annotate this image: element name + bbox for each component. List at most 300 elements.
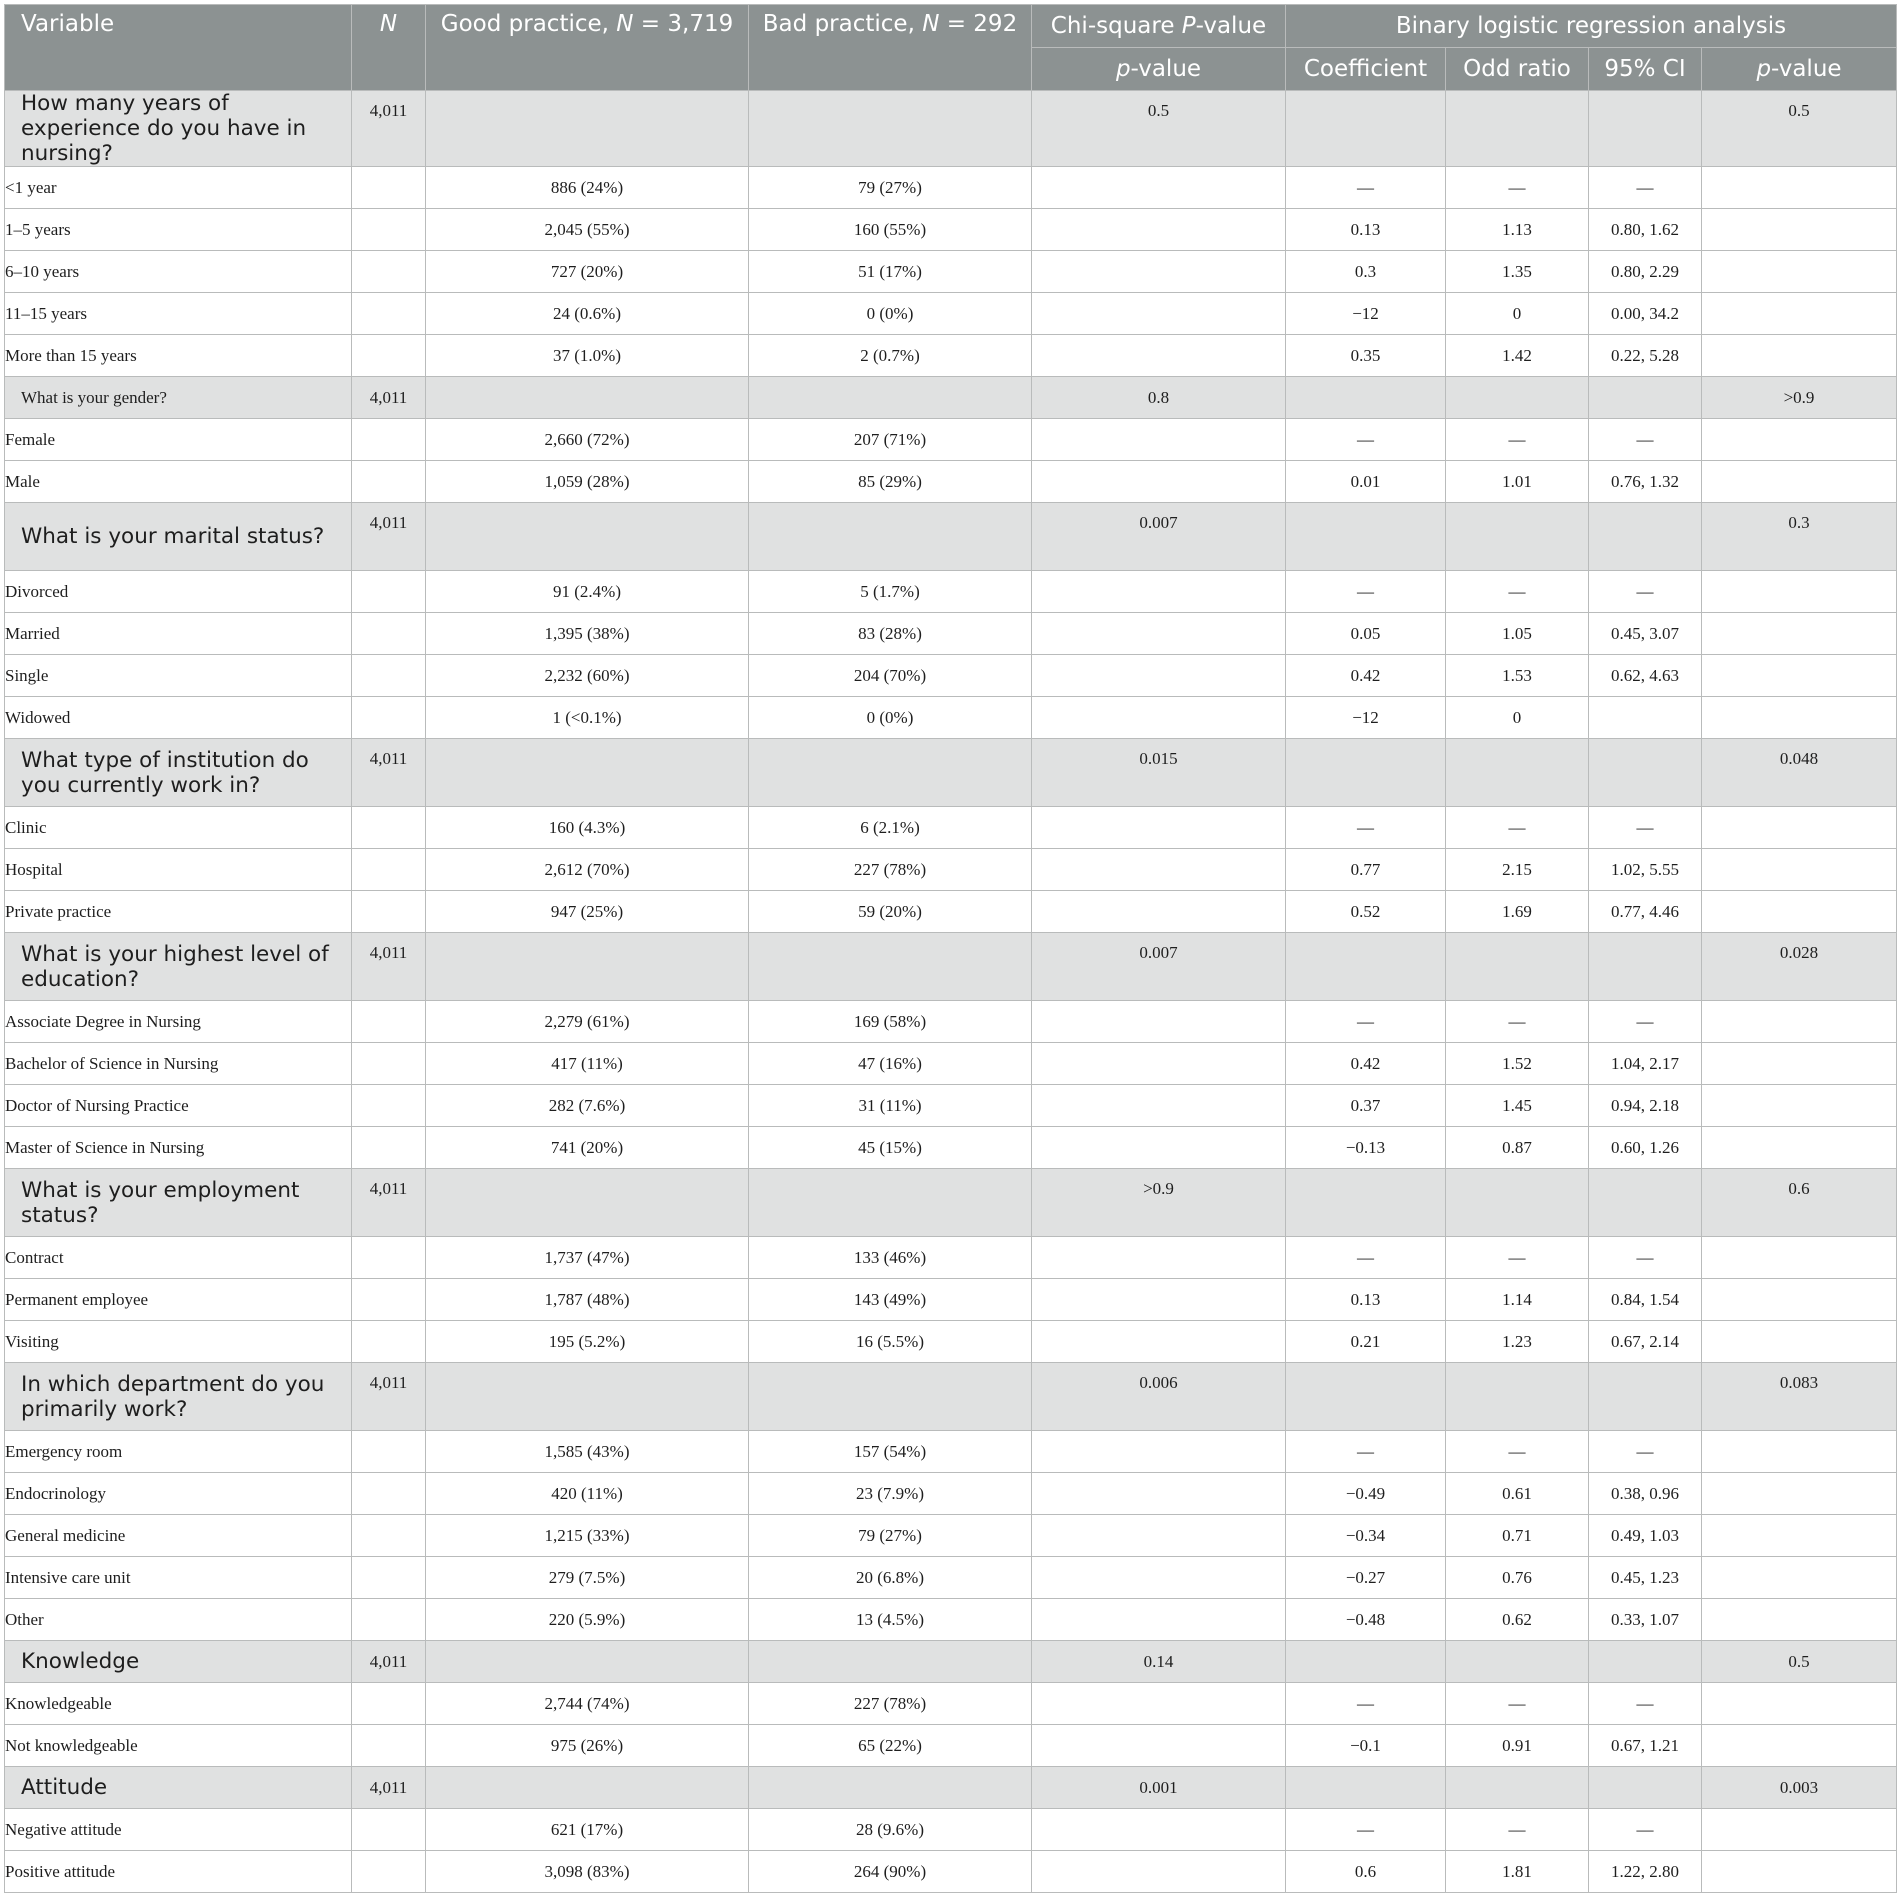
row-odd-ratio: 0.91 — [1446, 1725, 1589, 1767]
group-odd-ratio — [1446, 91, 1589, 167]
row-n — [352, 209, 426, 251]
row-label: Associate Degree in Nursing — [5, 1001, 352, 1043]
row-odd-ratio: — — [1446, 1809, 1589, 1851]
group-ci — [1589, 933, 1702, 1001]
row-n — [352, 849, 426, 891]
row-ci — [1589, 697, 1702, 739]
table-row — [5, 1043, 1897, 1085]
row-chi-p-value — [1032, 1085, 1286, 1127]
row-regression-p-value — [1702, 807, 1897, 849]
row-good-practice: 91 (2.4%) — [426, 571, 749, 613]
row-odd-ratio: 1.42 — [1446, 335, 1589, 377]
group-good — [426, 933, 749, 1001]
table-row — [5, 1431, 1897, 1473]
row-regression-p-value — [1702, 1473, 1897, 1515]
group-good — [426, 377, 749, 419]
row-regression-p-value — [1702, 1725, 1897, 1767]
group-regression-p-value: >0.9 — [1702, 377, 1897, 419]
row-label: Contract — [5, 1237, 352, 1279]
table-row — [5, 1515, 1897, 1557]
group-bad — [749, 1169, 1032, 1237]
row-chi-p-value — [1032, 1809, 1286, 1851]
group-n: 4,011 — [352, 1641, 426, 1683]
row-odd-ratio: 1.14 — [1446, 1279, 1589, 1321]
row-label: Female — [5, 419, 352, 461]
row-coefficient: — — [1286, 807, 1446, 849]
group-label: Knowledge — [5, 1641, 352, 1683]
row-good-practice: 417 (11%) — [426, 1043, 749, 1085]
row-ci: 0.84, 1.54 — [1589, 1279, 1702, 1321]
row-coefficient: 0.35 — [1286, 335, 1446, 377]
row-coefficient: 0.52 — [1286, 891, 1446, 933]
row-bad-practice: 59 (20%) — [749, 891, 1032, 933]
row-odd-ratio: 0.62 — [1446, 1599, 1589, 1641]
row-odd-ratio: — — [1446, 167, 1589, 209]
group-coefficient — [1286, 1363, 1446, 1431]
row-regression-p-value — [1702, 419, 1897, 461]
row-n — [352, 1683, 426, 1725]
group-bad — [749, 377, 1032, 419]
row-bad-practice: 51 (17%) — [749, 251, 1032, 293]
row-coefficient: 0.05 — [1286, 613, 1446, 655]
row-n — [352, 1473, 426, 1515]
row-ci: 0.45, 3.07 — [1589, 613, 1702, 655]
header-binary-logistic-regression: Binary logistic regression analysis — [1286, 5, 1897, 48]
row-n — [352, 1599, 426, 1641]
row-coefficient: — — [1286, 1809, 1446, 1851]
group-regression-p-value: 0.6 — [1702, 1169, 1897, 1237]
row-label: Negative attitude — [5, 1809, 352, 1851]
row-ci: 1.02, 5.55 — [1589, 849, 1702, 891]
group-bad — [749, 1363, 1032, 1431]
table-row — [5, 1725, 1897, 1767]
row-chi-p-value — [1032, 1725, 1286, 1767]
row-bad-practice: 227 (78%) — [749, 1683, 1032, 1725]
group-good — [426, 503, 749, 571]
row-n — [352, 1043, 426, 1085]
row-n — [352, 697, 426, 739]
row-odd-ratio: 1.69 — [1446, 891, 1589, 933]
group-regression-p-value: 0.5 — [1702, 91, 1897, 167]
row-ci: 0.38, 0.96 — [1589, 1473, 1702, 1515]
row-label: Doctor of Nursing Practice — [5, 1085, 352, 1127]
row-bad-practice: 16 (5.5%) — [749, 1321, 1032, 1363]
row-ci: — — [1589, 571, 1702, 613]
row-n — [352, 1431, 426, 1473]
row-regression-p-value — [1702, 1279, 1897, 1321]
row-regression-p-value — [1702, 461, 1897, 503]
group-n: 4,011 — [352, 1363, 426, 1431]
row-n — [352, 1725, 426, 1767]
row-regression-p-value — [1702, 891, 1897, 933]
group-chi-p-value: 0.007 — [1032, 503, 1286, 571]
row-ci: 0.76, 1.32 — [1589, 461, 1702, 503]
row-odd-ratio: — — [1446, 1001, 1589, 1043]
row-coefficient: 0.3 — [1286, 251, 1446, 293]
row-regression-p-value — [1702, 1683, 1897, 1725]
row-regression-p-value — [1702, 1557, 1897, 1599]
group-bad — [749, 1767, 1032, 1809]
group-ci — [1589, 739, 1702, 807]
group-odd-ratio — [1446, 1641, 1589, 1683]
group-n: 4,011 — [352, 739, 426, 807]
row-ci: 0.22, 5.28 — [1589, 335, 1702, 377]
row-odd-ratio: 1.13 — [1446, 209, 1589, 251]
row-coefficient: −0.49 — [1286, 1473, 1446, 1515]
row-n — [352, 1127, 426, 1169]
row-chi-p-value — [1032, 1279, 1286, 1321]
row-n — [352, 167, 426, 209]
row-bad-practice: 227 (78%) — [749, 849, 1032, 891]
row-coefficient: — — [1286, 1001, 1446, 1043]
row-label: Knowledgeable — [5, 1683, 352, 1725]
row-bad-practice: 28 (9.6%) — [749, 1809, 1032, 1851]
row-bad-practice: 133 (46%) — [749, 1237, 1032, 1279]
row-bad-practice: 2 (0.7%) — [749, 335, 1032, 377]
row-chi-p-value — [1032, 613, 1286, 655]
group-n: 4,011 — [352, 1169, 426, 1237]
table-row — [5, 1279, 1897, 1321]
table-row — [5, 335, 1897, 377]
row-n — [352, 1279, 426, 1321]
row-regression-p-value — [1702, 1127, 1897, 1169]
header-good-practice: Good practice, N = 3,719 — [426, 5, 749, 91]
row-odd-ratio: 1.52 — [1446, 1043, 1589, 1085]
group-coefficient — [1286, 1169, 1446, 1237]
header-regression-p-value: p-value — [1702, 48, 1897, 91]
header-chi-square: Chi-square P-value — [1032, 5, 1286, 48]
row-ci: — — [1589, 1683, 1702, 1725]
group-coefficient — [1286, 739, 1446, 807]
group-bad — [749, 739, 1032, 807]
group-ci — [1589, 1363, 1702, 1431]
row-bad-practice: 264 (90%) — [749, 1851, 1032, 1893]
row-good-practice: 37 (1.0%) — [426, 335, 749, 377]
row-odd-ratio: — — [1446, 571, 1589, 613]
row-n — [352, 251, 426, 293]
group-good — [426, 739, 749, 807]
group-row — [5, 503, 1897, 571]
group-regression-p-value: 0.028 — [1702, 933, 1897, 1001]
row-regression-p-value — [1702, 1809, 1897, 1851]
group-odd-ratio — [1446, 933, 1589, 1001]
row-coefficient: 0.13 — [1286, 209, 1446, 251]
row-n — [352, 335, 426, 377]
header-95-ci: 95% CI — [1589, 48, 1702, 91]
row-bad-practice: 169 (58%) — [749, 1001, 1032, 1043]
group-good — [426, 1767, 749, 1809]
group-label: How many years of experience do you have in nursing? — [5, 91, 352, 167]
group-n: 4,011 — [352, 91, 426, 167]
row-bad-practice: 160 (55%) — [749, 209, 1032, 251]
group-ci — [1589, 377, 1702, 419]
row-regression-p-value — [1702, 571, 1897, 613]
row-good-practice: 279 (7.5%) — [426, 1557, 749, 1599]
row-chi-p-value — [1032, 1237, 1286, 1279]
row-ci: 0.60, 1.26 — [1589, 1127, 1702, 1169]
row-chi-p-value — [1032, 1127, 1286, 1169]
group-coefficient — [1286, 1641, 1446, 1683]
row-ci: 0.67, 2.14 — [1589, 1321, 1702, 1363]
row-regression-p-value — [1702, 697, 1897, 739]
row-regression-p-value — [1702, 655, 1897, 697]
row-ci: 0.67, 1.21 — [1589, 1725, 1702, 1767]
group-chi-p-value: 0.006 — [1032, 1363, 1286, 1431]
table-row — [5, 1599, 1897, 1641]
row-good-practice: 727 (20%) — [426, 251, 749, 293]
row-bad-practice: 6 (2.1%) — [749, 807, 1032, 849]
row-coefficient: −12 — [1286, 697, 1446, 739]
row-label: Divorced — [5, 571, 352, 613]
row-ci: 0.33, 1.07 — [1589, 1599, 1702, 1641]
group-odd-ratio — [1446, 503, 1589, 571]
row-good-practice: 2,045 (55%) — [426, 209, 749, 251]
row-ci: 0.49, 1.03 — [1589, 1515, 1702, 1557]
row-good-practice: 1,059 (28%) — [426, 461, 749, 503]
row-regression-p-value — [1702, 1001, 1897, 1043]
table-row — [5, 293, 1897, 335]
table-row — [5, 849, 1897, 891]
group-coefficient — [1286, 503, 1446, 571]
row-odd-ratio: 1.45 — [1446, 1085, 1589, 1127]
header-odd-ratio: Odd ratio — [1446, 48, 1589, 91]
group-good — [426, 91, 749, 167]
row-n — [352, 1557, 426, 1599]
row-label: Intensive care unit — [5, 1557, 352, 1599]
row-ci: 0.80, 2.29 — [1589, 251, 1702, 293]
row-bad-practice: 13 (4.5%) — [749, 1599, 1032, 1641]
table-header — [5, 5, 1897, 91]
group-n: 4,011 — [352, 377, 426, 419]
row-ci: — — [1589, 807, 1702, 849]
row-bad-practice: 79 (27%) — [749, 167, 1032, 209]
table-row — [5, 251, 1897, 293]
row-label: Permanent employee — [5, 1279, 352, 1321]
row-good-practice: 1,787 (48%) — [426, 1279, 749, 1321]
row-odd-ratio: 1.05 — [1446, 613, 1589, 655]
row-good-practice: 195 (5.2%) — [426, 1321, 749, 1363]
group-bad — [749, 933, 1032, 1001]
row-regression-p-value — [1702, 251, 1897, 293]
row-label: Not knowledgeable — [5, 1725, 352, 1767]
table-row — [5, 1683, 1897, 1725]
row-n — [352, 1085, 426, 1127]
row-odd-ratio: 0.87 — [1446, 1127, 1589, 1169]
row-regression-p-value — [1702, 1851, 1897, 1893]
table-row — [5, 655, 1897, 697]
group-chi-p-value: 0.8 — [1032, 377, 1286, 419]
row-coefficient: −0.1 — [1286, 1725, 1446, 1767]
row-chi-p-value — [1032, 209, 1286, 251]
table-row — [5, 697, 1897, 739]
row-coefficient: −12 — [1286, 293, 1446, 335]
row-ci: — — [1589, 1237, 1702, 1279]
group-odd-ratio — [1446, 1363, 1589, 1431]
group-regression-p-value: 0.003 — [1702, 1767, 1897, 1809]
row-good-practice: 1,585 (43%) — [426, 1431, 749, 1473]
table-row — [5, 613, 1897, 655]
table-row — [5, 571, 1897, 613]
row-ci: 0.80, 1.62 — [1589, 209, 1702, 251]
row-bad-practice: 0 (0%) — [749, 697, 1032, 739]
group-chi-p-value: 0.001 — [1032, 1767, 1286, 1809]
header-variable: Variable — [5, 5, 352, 91]
table-row — [5, 1237, 1897, 1279]
group-label: What is your marital status? — [5, 503, 352, 571]
group-regression-p-value: 0.3 — [1702, 503, 1897, 571]
group-label: What type of institution do you currently work in? — [5, 739, 352, 807]
row-regression-p-value — [1702, 167, 1897, 209]
row-chi-p-value — [1032, 419, 1286, 461]
group-regression-p-value: 0.048 — [1702, 739, 1897, 807]
row-coefficient: −0.27 — [1286, 1557, 1446, 1599]
row-chi-p-value — [1032, 293, 1286, 335]
table-row — [5, 891, 1897, 933]
group-row — [5, 1641, 1897, 1683]
group-label: What is your gender? — [5, 377, 352, 419]
row-coefficient: — — [1286, 1683, 1446, 1725]
group-chi-p-value: 0.007 — [1032, 933, 1286, 1001]
header-bad-practice: Bad practice, N = 292 — [749, 5, 1032, 91]
group-row — [5, 1169, 1897, 1237]
row-good-practice: 1,215 (33%) — [426, 1515, 749, 1557]
row-chi-p-value — [1032, 1557, 1286, 1599]
row-coefficient: — — [1286, 1431, 1446, 1473]
row-bad-practice: 157 (54%) — [749, 1431, 1032, 1473]
row-chi-p-value — [1032, 1473, 1286, 1515]
row-label: Widowed — [5, 697, 352, 739]
group-n: 4,011 — [352, 933, 426, 1001]
row-label: Hospital — [5, 849, 352, 891]
row-bad-practice: 143 (49%) — [749, 1279, 1032, 1321]
row-label: Married — [5, 613, 352, 655]
row-bad-practice: 5 (1.7%) — [749, 571, 1032, 613]
row-regression-p-value — [1702, 335, 1897, 377]
table-row — [5, 1321, 1897, 1363]
row-regression-p-value — [1702, 1237, 1897, 1279]
row-label: Positive attitude — [5, 1851, 352, 1893]
row-label: 11–15 years — [5, 293, 352, 335]
row-coefficient: 0.21 — [1286, 1321, 1446, 1363]
row-coefficient: 0.13 — [1286, 1279, 1446, 1321]
row-good-practice: 741 (20%) — [426, 1127, 749, 1169]
group-n: 4,011 — [352, 1767, 426, 1809]
table-row — [5, 807, 1897, 849]
row-regression-p-value — [1702, 1431, 1897, 1473]
row-bad-practice: 20 (6.8%) — [749, 1557, 1032, 1599]
row-odd-ratio: 0.76 — [1446, 1557, 1589, 1599]
row-ci: 0.00, 34.2 — [1589, 293, 1702, 335]
row-coefficient: 0.01 — [1286, 461, 1446, 503]
table-row — [5, 419, 1897, 461]
row-odd-ratio: — — [1446, 419, 1589, 461]
row-good-practice: 2,612 (70%) — [426, 849, 749, 891]
group-row — [5, 377, 1897, 419]
row-chi-p-value — [1032, 1321, 1286, 1363]
row-label: Visiting — [5, 1321, 352, 1363]
table-body — [5, 91, 1897, 1893]
header-coefficient: Coefficient — [1286, 48, 1446, 91]
row-label: Endocrinology — [5, 1473, 352, 1515]
row-coefficient: — — [1286, 167, 1446, 209]
row-chi-p-value — [1032, 891, 1286, 933]
row-chi-p-value — [1032, 461, 1286, 503]
row-ci: 0.62, 4.63 — [1589, 655, 1702, 697]
row-good-practice: 282 (7.6%) — [426, 1085, 749, 1127]
table-row — [5, 167, 1897, 209]
row-ci: 0.77, 4.46 — [1589, 891, 1702, 933]
row-odd-ratio: 0.61 — [1446, 1473, 1589, 1515]
row-good-practice: 420 (11%) — [426, 1473, 749, 1515]
group-chi-p-value: 0.015 — [1032, 739, 1286, 807]
row-label: Emergency room — [5, 1431, 352, 1473]
row-chi-p-value — [1032, 1851, 1286, 1893]
row-bad-practice: 207 (71%) — [749, 419, 1032, 461]
row-odd-ratio: 1.01 — [1446, 461, 1589, 503]
group-odd-ratio — [1446, 1169, 1589, 1237]
group-label: Attitude — [5, 1767, 352, 1809]
table-row — [5, 1473, 1897, 1515]
group-good — [426, 1641, 749, 1683]
table-row — [5, 1127, 1897, 1169]
row-n — [352, 1321, 426, 1363]
row-good-practice: 1,395 (38%) — [426, 613, 749, 655]
group-chi-p-value: >0.9 — [1032, 1169, 1286, 1237]
group-odd-ratio — [1446, 377, 1589, 419]
table-row — [5, 1085, 1897, 1127]
results-table — [4, 4, 1897, 1893]
row-odd-ratio: 2.15 — [1446, 849, 1589, 891]
row-good-practice: 2,232 (60%) — [426, 655, 749, 697]
table-row — [5, 461, 1897, 503]
row-good-practice: 2,660 (72%) — [426, 419, 749, 461]
row-n — [352, 891, 426, 933]
row-chi-p-value — [1032, 1001, 1286, 1043]
row-odd-ratio: 1.81 — [1446, 1851, 1589, 1893]
row-bad-practice: 47 (16%) — [749, 1043, 1032, 1085]
row-n — [352, 1237, 426, 1279]
row-bad-practice: 79 (27%) — [749, 1515, 1032, 1557]
row-ci: 1.22, 2.80 — [1589, 1851, 1702, 1893]
row-coefficient: 0.6 — [1286, 1851, 1446, 1893]
row-n — [352, 655, 426, 697]
row-odd-ratio: 1.53 — [1446, 655, 1589, 697]
group-ci — [1589, 503, 1702, 571]
row-odd-ratio: 0 — [1446, 697, 1589, 739]
row-chi-p-value — [1032, 251, 1286, 293]
row-bad-practice: 0 (0%) — [749, 293, 1032, 335]
row-chi-p-value — [1032, 1515, 1286, 1557]
group-bad — [749, 91, 1032, 167]
row-good-practice: 2,279 (61%) — [426, 1001, 749, 1043]
row-bad-practice: 204 (70%) — [749, 655, 1032, 697]
row-chi-p-value — [1032, 807, 1286, 849]
row-odd-ratio: — — [1446, 807, 1589, 849]
row-coefficient: 0.37 — [1286, 1085, 1446, 1127]
group-ci — [1589, 91, 1702, 167]
row-coefficient: −0.13 — [1286, 1127, 1446, 1169]
table-row — [5, 1557, 1897, 1599]
row-good-practice: 160 (4.3%) — [426, 807, 749, 849]
row-regression-p-value — [1702, 1321, 1897, 1363]
row-regression-p-value — [1702, 613, 1897, 655]
row-chi-p-value — [1032, 1043, 1286, 1085]
group-bad — [749, 503, 1032, 571]
row-n — [352, 807, 426, 849]
row-label: General medicine — [5, 1515, 352, 1557]
row-ci: — — [1589, 419, 1702, 461]
row-label: 6–10 years — [5, 251, 352, 293]
